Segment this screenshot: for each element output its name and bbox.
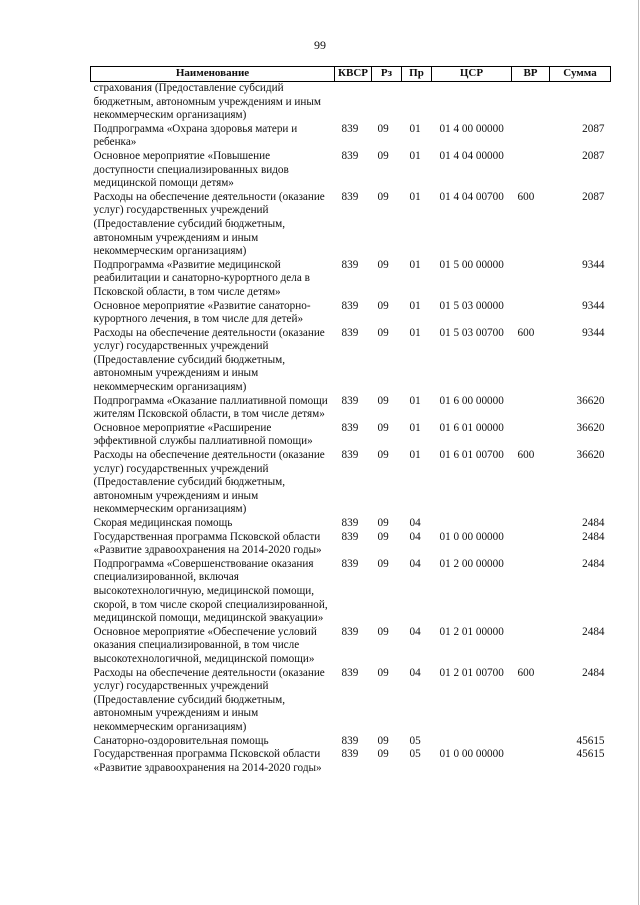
cell-vr [512,123,550,150]
cell-sum [550,82,611,123]
table-row [91,517,611,531]
cell-vr [512,300,550,327]
cell-csr: 01 2 01 00000 [439,625,504,638]
cell-name: Подпрограмма «Развитие медицинской реабилитации и санаторно-курортного дела в Псковской области, в том числе детям» [93,258,310,298]
cell-name: Подпрограмма «Охрана здоровья матери и ребенка» [93,122,298,149]
column-header-csr: ЦСР [432,67,512,82]
cell-name: Расходы на обеспечение деятельности (оказание услуг) государственных учреждений (Предоставление субсидий бюджетным, автономным учреждениям и иным некоммерческим организациям) [93,449,325,516]
cell-pr: 01 [409,190,421,203]
cell-kvsr: 839 [341,530,359,543]
cell-kvsr [335,82,372,123]
cell-sum: 2484 [582,517,605,529]
cell-name: Расходы на обеспечение деятельности (оказание услуг) государственных учреждений (Предоставление субсидий бюджетным, автономным учреждениям и иным некоммерческим организациям) [93,666,325,733]
cell-pr: 04 [409,666,421,679]
cell-csr: 01 4 04 00000 [439,149,504,162]
table-row [91,123,611,150]
cell-vr [512,259,550,300]
cell-kvsr: 839 [341,666,359,679]
column-header-name: Наименование [91,67,335,82]
cell-rz: 09 [377,517,389,529]
cell-pr: 04 [409,625,421,638]
cell-csr: 01 6 01 00700 [439,449,504,462]
cell-vr [512,150,550,191]
cell-sum: 9344 [582,299,605,312]
cell-pr: 01 [409,122,421,135]
cell-pr: 04 [409,517,421,529]
cell-sum: 45615 [576,734,605,747]
cell-sum: 45615 [576,748,605,761]
cell-rz: 09 [377,190,389,203]
cell-vr [512,626,550,667]
cell-pr: 04 [409,530,421,543]
table-row [91,558,611,626]
cell-csr: 01 6 01 00000 [439,421,504,434]
cell-sum: 36620 [576,421,605,434]
cell-vr [512,517,550,531]
cell-csr: 01 6 00 00000 [439,394,504,407]
cell-kvsr: 839 [341,258,359,271]
table-row [91,395,611,422]
cell-rz [372,82,402,123]
cell-vr: 600 [517,666,535,679]
cell-csr: 01 2 00 00000 [439,557,504,570]
cell-name: Скорая медицинская помощь [93,517,233,529]
table-row [91,748,611,775]
column-header-vr: ВР [512,67,550,82]
cell-kvsr: 839 [341,421,359,434]
cell-rz: 09 [377,149,389,162]
cell-kvsr: 839 [341,449,359,462]
cell-csr: 01 2 01 00700 [439,666,504,679]
table-row [91,150,611,191]
cell-name: Основное мероприятие «Повышение доступности специализированных видов медицинской помощи детям» [93,149,289,190]
page-edge [638,0,639,905]
table-row [91,626,611,667]
cell-pr: 01 [409,421,421,434]
cell-sum: 36620 [576,449,605,462]
cell-csr: 01 5 00 00000 [439,258,504,271]
cell-csr: 01 5 03 00000 [439,299,504,312]
cell-rz: 09 [377,326,389,339]
cell-sum: 2484 [582,530,605,543]
cell-pr: 01 [409,149,421,162]
table-row [91,191,611,259]
cell-rz: 09 [377,748,389,761]
cell-rz: 09 [377,734,389,747]
cell-vr: 600 [517,449,535,462]
cell-name: Основное мероприятие «Расширение эффективной службы паллиативной помощи» [93,421,313,448]
table-row [91,449,611,517]
cell-vr: 600 [517,190,535,203]
cell-pr: 04 [409,557,421,570]
cell-kvsr: 839 [341,748,359,761]
cell-rz: 09 [377,530,389,543]
cell-pr: 01 [409,299,421,312]
cell-name: Расходы на обеспечение деятельности (оказание услуг) государственных учреждений (Предоставление субсидий бюджетным, автономным учреждениям и иным некоммерческим организациям) [93,326,325,394]
cell-kvsr: 839 [341,557,359,570]
cell-sum: 2087 [582,149,605,162]
cell-rz: 09 [377,666,389,679]
cell-csr: 01 0 00 00000 [439,748,504,761]
table-row [91,735,611,749]
table-row [91,300,611,327]
cell-vr [512,735,550,749]
cell-kvsr: 839 [341,122,359,135]
cell-rz: 09 [377,557,389,570]
table-row [91,327,611,395]
cell-name: Санаторно-оздоровительная помощь [93,734,269,747]
cell-sum: 36620 [576,394,605,407]
cell-name: страхования (Предоставление субсидий бюджетным, автономным учреждениям и иным некоммерческим организациям) [93,82,321,122]
cell-sum: 2484 [582,666,605,679]
table-header-row [91,67,611,82]
cell-kvsr: 839 [341,517,359,529]
cell-name: Основное мероприятие «Обеспечение условий оказания специализированной, в том числе высокотехнологичной, медицинской помощи» [93,625,317,665]
table-row [91,422,611,449]
cell-kvsr: 839 [341,394,359,407]
cell-name: Подпрограмма «Совершенствование оказания специализированной, включая высокотехнологичную, медицинской помощи, скорой, в том числе скорой специализированной, медицинской помощи, медицинской эвакуации» [93,557,328,625]
cell-sum: 2087 [582,122,605,135]
cell-name: Государственная программа Псковской области «Развитие здравоохранения на 2014-2020 годы» [93,748,322,774]
cell-csr: 01 4 04 00700 [439,190,504,203]
column-header-rz: Рз [372,67,402,82]
column-header-kvsr: КВСР [335,67,372,82]
cell-sum: 2484 [582,625,605,638]
cell-pr: 05 [409,748,421,761]
table-row [91,82,611,123]
column-header-pr: Пр [402,67,432,82]
cell-csr: 01 0 00 00000 [439,530,504,543]
cell-vr [512,82,550,123]
cell-csr [432,517,512,531]
table-row [91,259,611,300]
cell-rz: 09 [377,122,389,135]
table-row [91,667,611,735]
cell-kvsr: 839 [341,190,359,203]
page-number: 99 [314,38,326,52]
cell-pr: 01 [409,326,421,339]
cell-name: Основное мероприятие «Развитие санаторно-курортного лечения, в том числе для детей» [93,299,311,326]
cell-csr: 01 5 03 00700 [439,326,504,339]
cell-sum: 9344 [582,258,605,271]
cell-name: Подпрограмма «Оказание паллиативной помощи жителям Псковской области, в том числе детям» [93,394,328,421]
column-header-sum: Сумма [550,67,611,82]
cell-vr [512,531,550,558]
cell-pr: 01 [409,258,421,271]
cell-rz: 09 [377,299,389,312]
cell-kvsr: 839 [341,625,359,638]
cell-pr: 05 [409,734,421,747]
cell-rz: 09 [377,421,389,434]
cell-rz: 09 [377,394,389,407]
cell-sum: 2484 [582,557,605,570]
cell-vr [512,422,550,449]
cell-name: Расходы на обеспечение деятельности (оказание услуг) государственных учреждений (Предоставление субсидий бюджетным, автономным учреждениям и иным некоммерческим организациям) [93,190,325,258]
cell-vr: 600 [517,326,535,339]
cell-kvsr: 839 [341,326,359,339]
cell-csr [432,82,512,123]
cell-rz: 09 [377,258,389,271]
cell-pr [402,82,432,123]
cell-kvsr: 839 [341,734,359,747]
cell-kvsr: 839 [341,299,359,312]
cell-sum: 9344 [582,326,605,339]
cell-csr: 01 4 00 00000 [439,122,504,135]
cell-vr [512,395,550,422]
cell-pr: 01 [409,394,421,407]
cell-csr [432,735,512,749]
cell-name: Государственная программа Псковской области «Развитие здравоохранения на 2014-2020 годы» [93,530,322,557]
cell-vr [512,748,550,775]
cell-rz: 09 [377,625,389,638]
cell-sum: 2087 [582,190,605,203]
cell-rz: 09 [377,449,389,462]
table-row [91,531,611,558]
cell-vr [512,558,550,626]
budget-table [90,66,611,775]
cell-pr: 01 [409,449,421,462]
cell-kvsr: 839 [341,149,359,162]
